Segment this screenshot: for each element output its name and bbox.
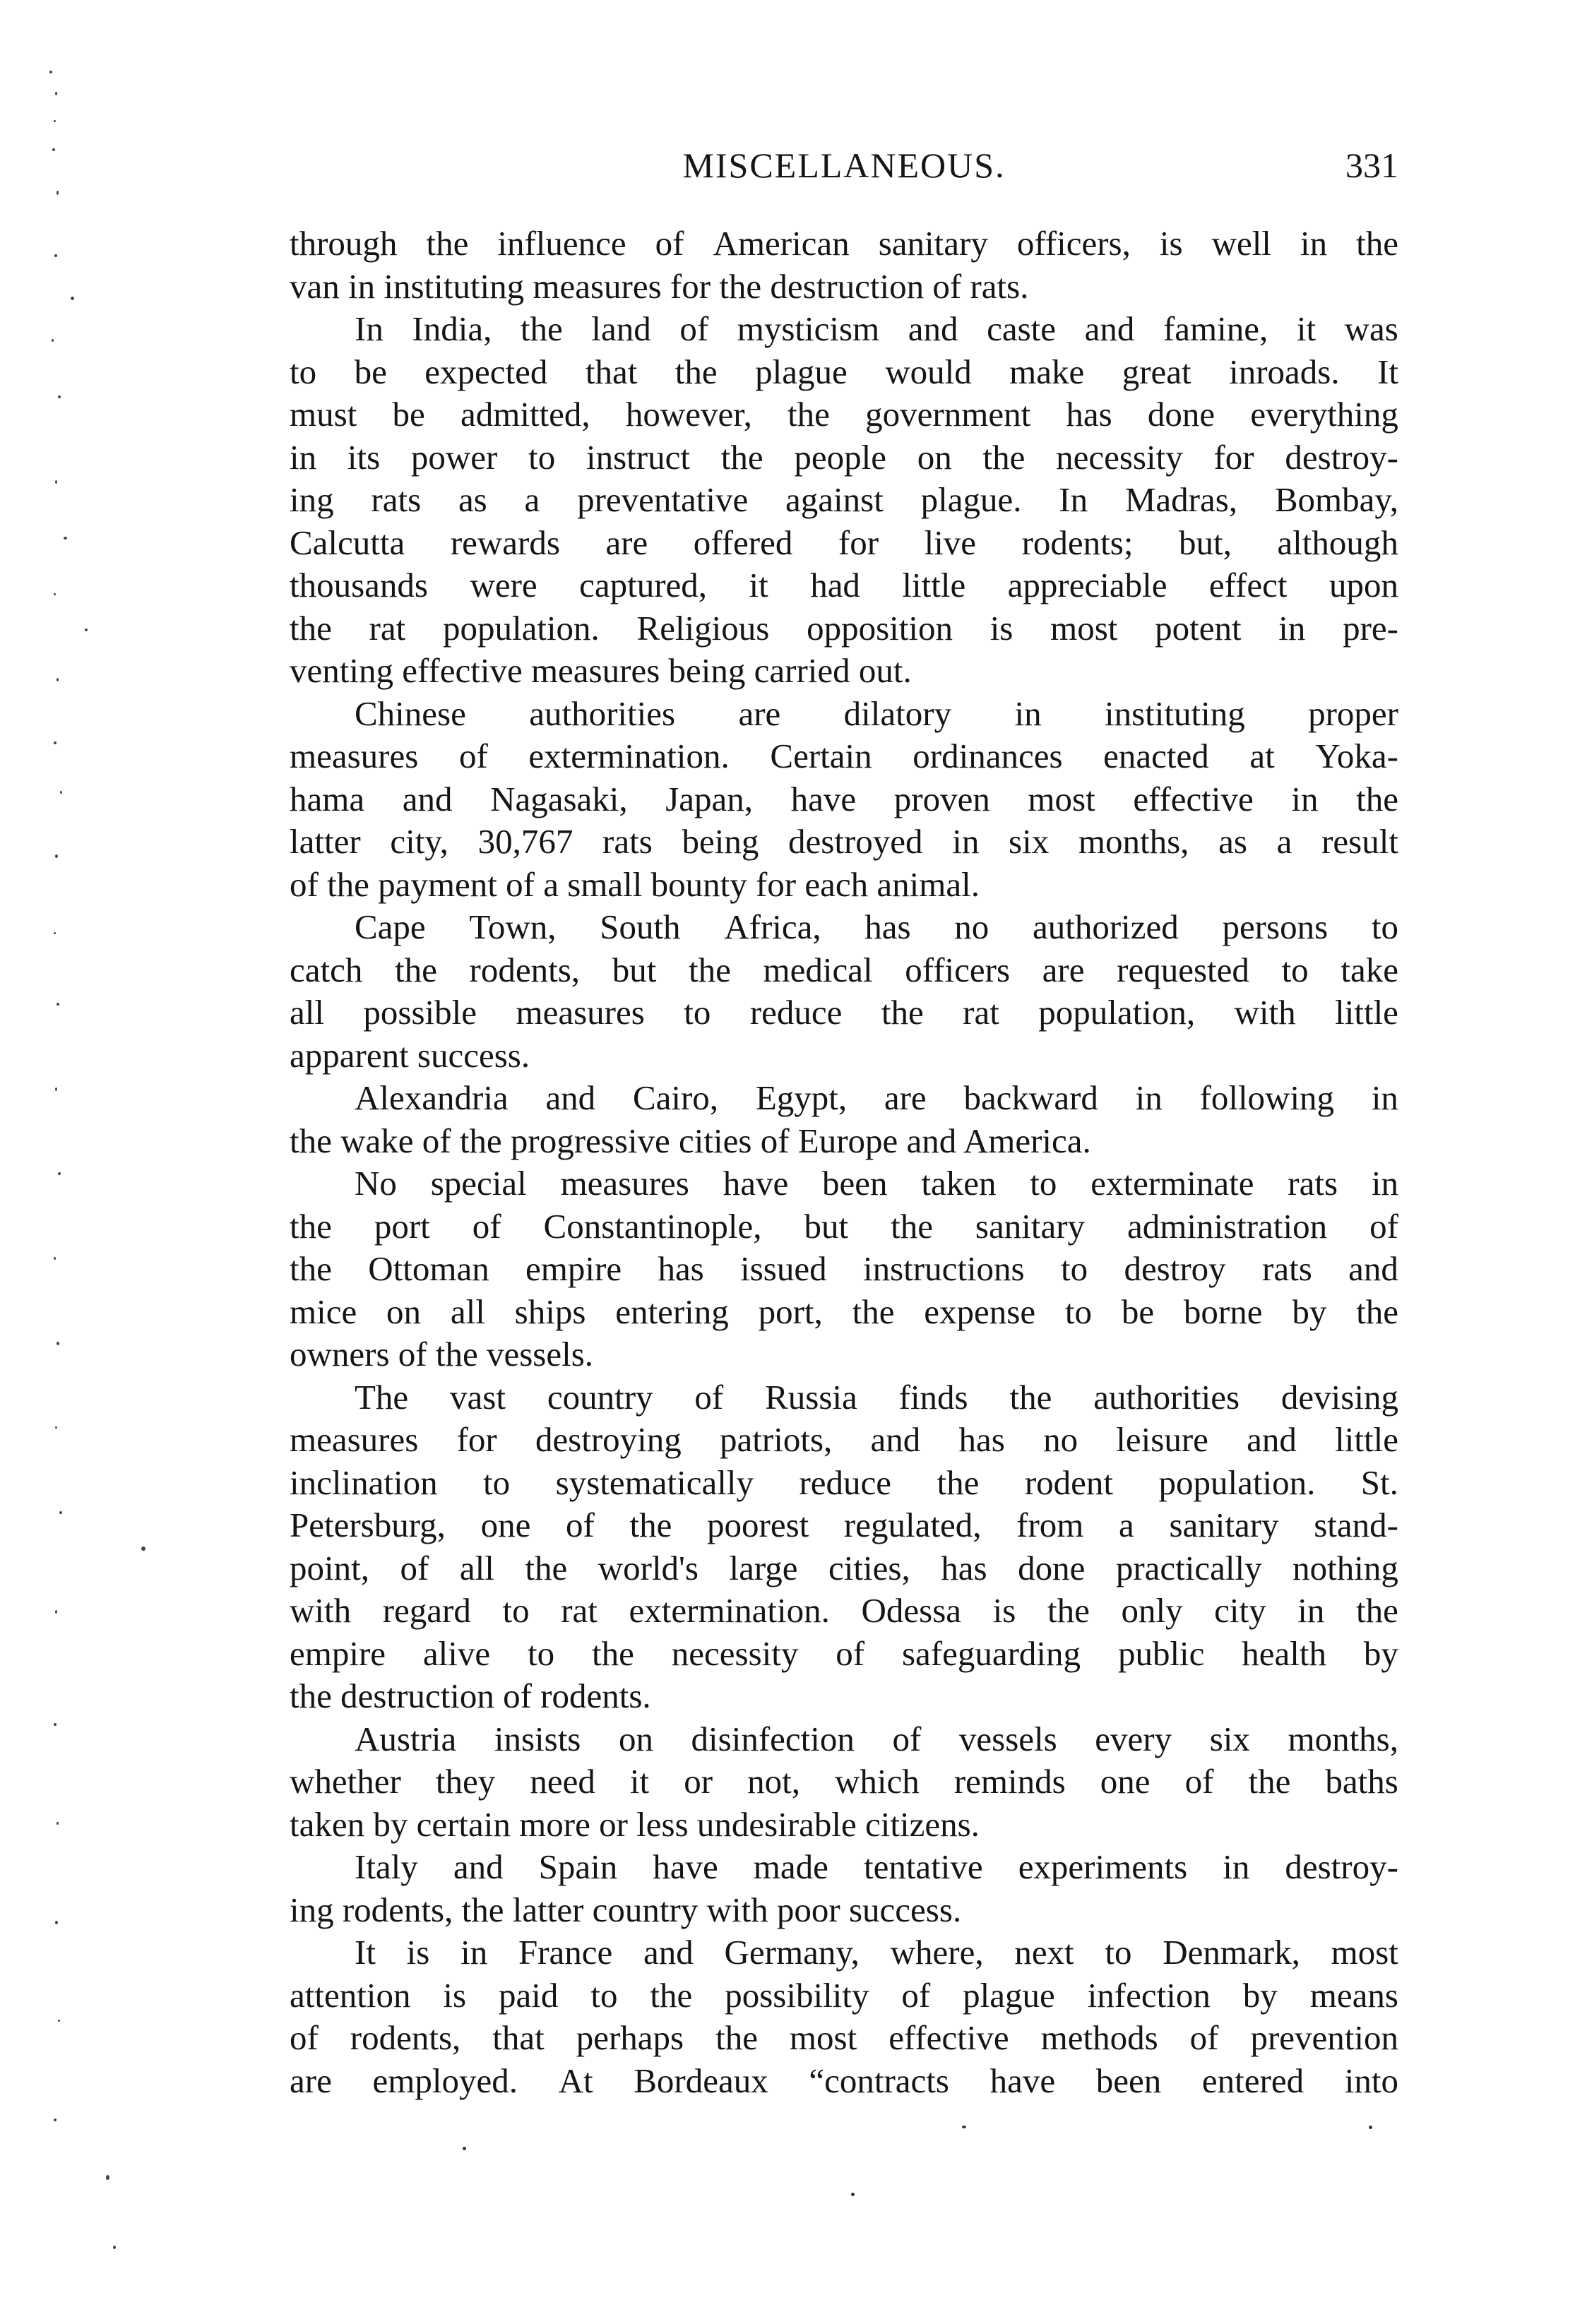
text-line: the port of Constantinople, but the sanitary administration of [290,1206,1398,1246]
text-line: Petersburg, one of the poorest regulated, from a sanitary stand- [290,1506,1398,1544]
text-line: Calcutta rewards are offered for live rodents; but, although [290,523,1398,562]
text-line: ing rodents, the latter country with poor success. [290,1890,962,1929]
text-line: venting effective measures being carried out. [290,651,912,690]
text-line: through the influence of American sanitary officers, is well in the [290,224,1398,263]
text-line: the wake of the progressive cities of Europe and America. [290,1121,1091,1160]
text-line: of rodents, that perhaps the most effective methods of prevention [290,2018,1398,2057]
text-line: to be expected that the plague would make great inroads. It [290,352,1398,391]
paragraph [290,1718,1398,1847]
text-line: The vast country of Russia finds the authorities devising [355,1377,1398,1417]
text-line: the destruction of rodents. [290,1676,651,1715]
text-line: Cape Town, South Africa, has no authorized persons to [355,907,1398,946]
paragraph [290,1376,1398,1718]
text-line: No special measures have been taken to exterminate rats in [355,1164,1398,1203]
text-line: the rat population. Religious opposition is most potent in pre- [290,608,1398,648]
text-line: apparent success. [290,1035,530,1075]
text-line: the Ottoman empire has issued instructions to destroy rats and [290,1249,1398,1288]
text-line: measures of extermination. Certain ordinances enacted at Yoka- [290,737,1398,775]
text-line: empire alive to the necessity of safeguarding public health by [290,1633,1398,1673]
text-line: catch the rodents, but the medical officers are requested to take [290,950,1398,989]
text-line: taken by certain more or less undesirable citizens. [290,1804,980,1844]
paragraph [290,222,1398,308]
text-line: ing rats as a preventative against plague. In Madras, Bombay, [290,480,1398,519]
text-line: inclination to systematically reduce the rodent population. St. [290,1462,1398,1502]
text-line: van in instituting measures for the destruction of rats. [290,266,1029,306]
body-text [290,222,1398,2102]
paragraph [290,1931,1398,2102]
text-line: thousands were captured, it had little appreciable effect upon [290,566,1398,604]
paragraph [290,1077,1398,1162]
paragraph [290,906,1398,1077]
scan-margin-specks [28,42,184,2302]
paragraph [290,693,1398,907]
paragraph [290,1846,1398,1931]
text-line: It is in France and Germany, where, next to Denmark, most [355,1933,1398,1972]
text-line: Chinese authorities are dilatory in instituting proper [355,693,1398,733]
text-line: Italy and Spain have made tentative experiments in destroy- [355,1847,1398,1886]
text-line: in its power to instruct the people on the necessity for destroy- [290,437,1398,477]
running-title: MISCELLANEOUS. [682,145,1006,185]
text-line: whether they need it or not, which reminds one of the baths [290,1762,1398,1801]
text-line: In India, the land of mysticism and caste and famine, it was [355,309,1398,348]
text-line: with regard to rat extermination. Odessa is the only city in the [290,1591,1398,1630]
paragraph [290,308,1398,693]
text-line: point, of all the world's large cities, has done practically nothing [290,1548,1398,1587]
text-line: owners of the vessels. [290,1335,594,1373]
text-line: measures for destroying patriots, and has no leisure and little [290,1420,1398,1459]
running-header [290,145,1398,194]
text-line: hama and Nagasaki, Japan, have proven most effective in the [290,779,1398,818]
text-line: Austria insists on disinfection of vessels every six months, [355,1719,1398,1758]
text-line: must be admitted, however, the government has done everything [290,395,1398,434]
text-line: mice on all ships entering port, the expense to be borne by the [290,1292,1398,1331]
text-line: of the payment of a small bounty for each animal. [290,864,980,904]
text-line: latter city, 30,767 rats being destroyed in six months, as a result [290,822,1398,861]
text-line: are employed. At Bordeaux “contracts have been entered into [290,2061,1398,2100]
text-line: all possible measures to reduce the rat population, with little [290,993,1398,1032]
page-number: 331 [1345,145,1398,185]
paragraph [290,1162,1398,1376]
text-line: attention is paid to the possibility of plague infection by means [290,1975,1398,2015]
text-line: Alexandria and Cairo, Egypt, are backward in following in [355,1078,1398,1117]
